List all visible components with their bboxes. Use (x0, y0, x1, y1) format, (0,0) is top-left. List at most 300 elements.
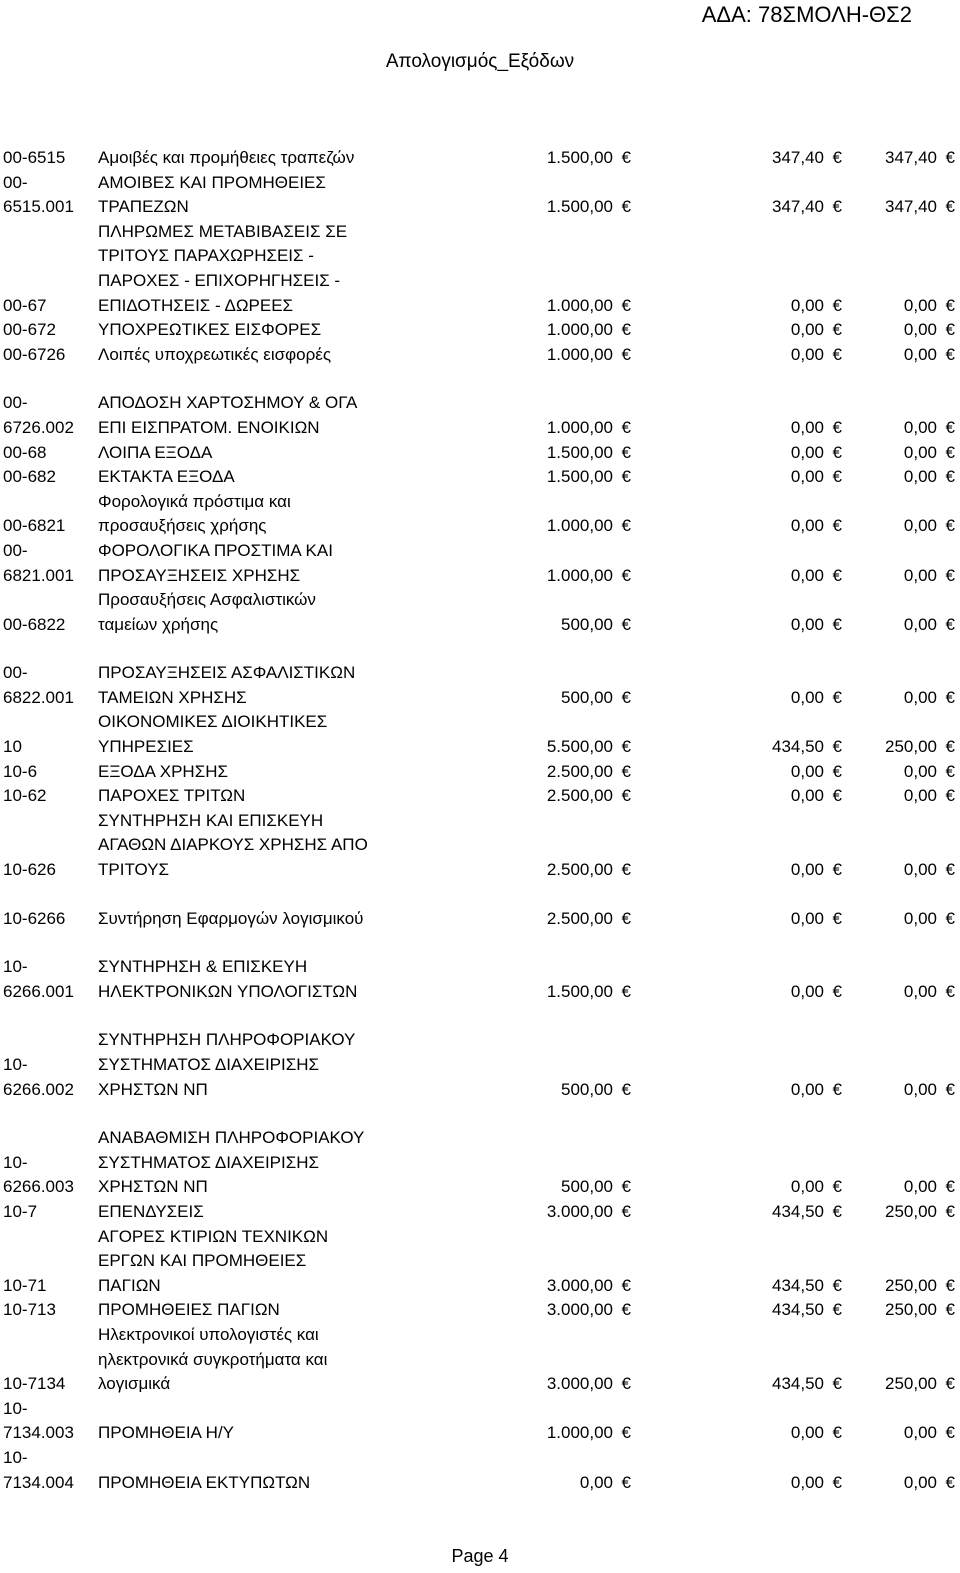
euro-sign: € (832, 614, 842, 634)
euro-sign: € (945, 1374, 955, 1394)
code-line: 00-6822 (3, 614, 66, 634)
euro-sign: € (832, 1275, 842, 1295)
table-row (0, 490, 960, 539)
code-line: 7134.003 (3, 1423, 74, 1443)
budget-amount: 1.000,00 (546, 516, 613, 536)
committed-amount: 0,00 (790, 981, 824, 1001)
desc-cell (98, 391, 357, 440)
desc-line: λογισμικά (98, 1374, 171, 1394)
table-row (0, 343, 960, 368)
euro-sign: € (832, 1423, 842, 1443)
euro-sign: € (832, 344, 842, 364)
euro-sign: € (621, 148, 631, 167)
desc-cell (98, 1397, 234, 1446)
paid-amount: 0,00 (903, 442, 937, 462)
paid-amount: 0,00 (903, 860, 937, 880)
budget-amount: 1.000,00 (546, 344, 613, 364)
euro-sign: € (621, 860, 631, 880)
paid-amount: 347,40 (885, 148, 937, 167)
code-line (3, 809, 56, 834)
code-line: 10- (3, 1448, 28, 1467)
euro-sign: € (621, 295, 631, 315)
euro-sign: € (621, 614, 631, 634)
document-ada-id: ΑΔΑ: 78ΣΜΟΛΗ-ΘΣ2 (701, 2, 912, 27)
desc-line: ΣΥΝΤΗΡΗΣΗ & ΕΠΙΣΚΕΥΗ (98, 957, 308, 977)
desc-line: ΣΥΣΤΗΜΑΤΟΣ ΔΙΑΧΕΙΡΙΣΗΣ (98, 1055, 320, 1075)
budget-amount: 2.500,00 (546, 761, 613, 781)
desc-line: ΤΡΑΠΕΖΩΝ (98, 197, 189, 217)
desc-line: ηλεκτρονικά συγκροτήματα και (98, 1349, 328, 1369)
desc-cell (98, 1323, 327, 1397)
desc-line: ΑΝΑΒΑΘΜΙΣΗ ΠΛΗΡΟΦΟΡΙΑΚΟΥ (98, 1128, 365, 1148)
table-row (0, 1446, 960, 1495)
desc-line: ΣΥΝΤΗΡΗΣΗ ΠΛΗΡΟΦΟΡΙΑΚΟΥ (98, 1030, 356, 1050)
euro-sign: € (945, 148, 955, 167)
committed-amount: 347,40 (772, 197, 824, 217)
euro-sign: € (621, 197, 631, 217)
desc-cell (98, 1446, 310, 1495)
desc-line: ΛΟΙΠΑ ΕΞΟΔΑ (98, 442, 213, 462)
desc-cell (98, 539, 333, 588)
euro-sign: € (621, 1423, 631, 1443)
desc-cell (98, 490, 291, 539)
euro-sign: € (832, 320, 842, 340)
code-line: 10-626 (3, 860, 56, 880)
paid-amount: 250,00 (885, 1275, 937, 1295)
code-line (3, 244, 46, 269)
desc-cell (98, 146, 354, 171)
code-line: 6515.001 (3, 197, 74, 217)
code-line: 00- (3, 663, 28, 683)
paid-amount: 0,00 (903, 786, 937, 806)
committed-amount: 0,00 (790, 1079, 824, 1099)
code-line: 10- (3, 1152, 28, 1172)
code-line (3, 588, 65, 613)
budget-amount: 1.500,00 (546, 148, 613, 167)
euro-sign: € (832, 1079, 842, 1099)
euro-sign: € (832, 1374, 842, 1394)
committed-amount: 0,00 (790, 860, 824, 880)
code-line: 10-713 (3, 1300, 56, 1320)
code-line: 10-71 (3, 1275, 47, 1295)
code-cell (3, 1200, 37, 1225)
paid-amount: 0,00 (903, 761, 937, 781)
budget-amount: 500,00 (561, 614, 613, 634)
budget-amount: 0,00 (579, 1472, 613, 1492)
code-line: 6266.003 (3, 1177, 74, 1197)
table-row (0, 146, 960, 171)
code-line: 00-672 (3, 320, 56, 340)
code-line: 6266.002 (3, 1079, 74, 1099)
paid-amount: 0,00 (903, 1177, 937, 1197)
euro-sign: € (621, 467, 631, 487)
desc-line: ΑΜΟΙΒΕΣ ΚΑΙ ΠΡΟΜΗΘΕΙΕΣ (98, 172, 326, 192)
paid-amount: 0,00 (903, 687, 937, 707)
euro-sign: € (832, 1177, 842, 1197)
euro-sign: € (621, 565, 631, 585)
euro-sign: € (945, 860, 955, 880)
desc-line: ΑΓΑΘΩΝ ΔΙΑΡΚΟΥΣ ΧΡΗΣΗΣ ΑΠΟ (98, 835, 368, 855)
committed-amount: 0,00 (790, 320, 824, 340)
committed-amount: 0,00 (790, 516, 824, 536)
desc-line: Συντήρηση Εφαρμογών λογισμικού (98, 908, 364, 928)
desc-line: ΗΛΕΚΤΡΟΝΙΚΩΝ ΥΠΟΛΟΓΙΣΤΩΝ (98, 981, 358, 1001)
table-row (0, 1200, 960, 1225)
code-line: 10-6266 (3, 908, 66, 928)
desc-cell (98, 710, 327, 759)
paid-amount: 0,00 (903, 417, 937, 437)
code-cell (3, 539, 74, 588)
euro-sign: € (832, 737, 842, 757)
table-row (0, 1225, 960, 1299)
committed-amount: 0,00 (790, 1423, 824, 1443)
desc-line: ΠΡΟΜΗΘΕΙΑ ΕΚΤΥΠΩΤΩΝ (98, 1472, 311, 1492)
budget-amount: 1.500,00 (546, 467, 613, 487)
budget-amount: 1.500,00 (546, 197, 613, 217)
code-line (3, 1323, 65, 1348)
euro-sign: € (945, 1275, 955, 1295)
code-cell (3, 784, 46, 809)
table-row (0, 661, 960, 710)
budget-amount: 5.500,00 (546, 737, 613, 757)
desc-line: ΠΑΡΟΧΕΣ - ΕΠΙΧΟΡΗΓΗΣΕΙΣ - (98, 270, 341, 290)
code-line (3, 1126, 74, 1151)
code-cell (3, 1225, 46, 1299)
paid-amount: 0,00 (903, 1423, 937, 1443)
desc-line: ΧΡΗΣΤΩΝ ΝΠ (98, 1079, 208, 1099)
desc-line: Φορολογικά πρόστιμα και (98, 491, 291, 511)
code-line: 00- (3, 172, 28, 192)
euro-sign: € (945, 565, 955, 585)
table-row (0, 809, 960, 883)
desc-line: ΑΠΟΔΟΣΗ ΧΑΡΤΟΣΗΜΟΥ & ΟΓΑ (98, 393, 358, 413)
code-line: 10- (3, 1055, 28, 1075)
euro-sign: € (832, 565, 842, 585)
code-line: 10- (3, 1398, 28, 1418)
code-cell (3, 490, 65, 539)
table-row (0, 955, 960, 1004)
euro-sign: € (832, 417, 842, 437)
code-cell (3, 661, 74, 710)
euro-sign: € (945, 295, 955, 315)
euro-sign: € (621, 1202, 631, 1222)
paid-amount: 0,00 (903, 320, 937, 340)
desc-cell (98, 907, 363, 932)
euro-sign: € (621, 516, 631, 536)
desc-line: ΕΠΕΝΔΥΣΕΙΣ (98, 1202, 204, 1222)
budget-amount: 3.000,00 (546, 1275, 613, 1295)
table-row (0, 588, 960, 637)
code-cell (3, 1446, 74, 1495)
euro-sign: € (945, 981, 955, 1001)
code-line: 10-6 (3, 761, 38, 781)
committed-amount: 0,00 (790, 295, 824, 315)
committed-amount: 0,00 (790, 442, 824, 462)
desc-line: ΣΥΣΤΗΜΑΤΟΣ ΔΙΑΧΕΙΡΙΣΗΣ (98, 1152, 320, 1172)
paid-amount: 0,00 (903, 516, 937, 536)
euro-sign: € (832, 1202, 842, 1222)
code-line (3, 1225, 46, 1250)
euro-sign: € (945, 1472, 955, 1492)
code-line: 6726.002 (3, 417, 74, 437)
code-line: 00-6515 (3, 148, 66, 167)
committed-amount: 0,00 (790, 1177, 824, 1197)
table-row (0, 710, 960, 759)
budget-amount: 1.000,00 (546, 295, 613, 315)
euro-sign: € (621, 1300, 631, 1320)
code-cell (3, 343, 65, 368)
committed-amount: 434,50 (772, 737, 824, 757)
euro-sign: € (621, 344, 631, 364)
euro-sign: € (945, 1079, 955, 1099)
desc-cell (98, 1200, 204, 1225)
desc-line: ΕΞΟΔΑ ΧΡΗΣΗΣ (98, 761, 228, 781)
code-line: 6822.001 (3, 687, 74, 707)
euro-sign: € (621, 908, 631, 928)
euro-sign: € (832, 687, 842, 707)
euro-sign: € (945, 417, 955, 437)
budget-amount: 500,00 (561, 1079, 613, 1099)
desc-line: προσαυξήσεις χρήσης (98, 516, 267, 536)
desc-line: ΠΡΟΜΗΘΕΙΕΣ ΠΑΓΙΩΝ (98, 1300, 280, 1320)
desc-cell (98, 441, 212, 466)
desc-line: ΕΚΤΑΚΤΑ ΕΞΟΔΑ (98, 467, 235, 487)
desc-line: Προσαυξήσεις Ασφαλιστικών (98, 590, 316, 610)
code-line: 10-7134 (3, 1374, 66, 1394)
code-line: 00-67 (3, 295, 47, 315)
desc-cell (98, 171, 326, 220)
table-row (0, 907, 960, 932)
desc-line: ΦΟΡΟΛΟΓΙΚΑ ΠΡΟΣΤΙΜΑ ΚΑΙ (98, 540, 333, 560)
code-cell (3, 1397, 74, 1446)
euro-sign: € (621, 1472, 631, 1492)
desc-line: ΧΡΗΣΤΩΝ ΝΠ (98, 1177, 208, 1197)
desc-line: ΕΡΓΩΝ ΚΑΙ ΠΡΟΜΗΘΕΙΕΣ (98, 1251, 307, 1271)
euro-sign: € (832, 197, 842, 217)
code-line (3, 710, 22, 735)
euro-sign: € (945, 1177, 955, 1197)
desc-line: ΤΡΙΤΟΥΣ (98, 860, 170, 880)
desc-line: ΠΡΟΜΗΘΕΙΑ Η/Υ (98, 1423, 235, 1443)
code-cell (3, 588, 65, 637)
code-cell (3, 809, 56, 883)
code-line: 10 (3, 737, 22, 757)
euro-sign: € (832, 295, 842, 315)
euro-sign: € (832, 1472, 842, 1492)
table-row (0, 1028, 960, 1102)
desc-cell (98, 661, 355, 710)
committed-amount: 0,00 (790, 344, 824, 364)
desc-cell (98, 955, 357, 1004)
desc-cell (98, 760, 228, 785)
code-line: 00-68 (3, 442, 47, 462)
code-cell (3, 220, 46, 318)
desc-line: Αμοιβές και προμήθειες τραπεζών (98, 148, 355, 167)
desc-line (98, 1397, 234, 1422)
code-line: 10- (3, 957, 28, 977)
desc-line: ΑΓΟΡΕΣ ΚΤΙΡΙΩΝ ΤΕΧΝΙΚΩΝ (98, 1226, 329, 1246)
paid-amount: 250,00 (885, 737, 937, 757)
code-line: 7134.004 (3, 1472, 74, 1492)
euro-sign: € (945, 1423, 955, 1443)
code-cell (3, 760, 37, 785)
code-line (3, 1028, 74, 1053)
table-row (0, 1298, 960, 1323)
paid-amount: 0,00 (903, 614, 937, 634)
table-row (0, 441, 960, 466)
euro-sign: € (832, 908, 842, 928)
budget-amount: 1.500,00 (546, 442, 613, 462)
desc-cell (98, 1028, 355, 1102)
desc-line: ΠΡΟΣΑΥΞΗΣΕΙΣ ΧΡΗΣΗΣ (98, 565, 301, 585)
committed-amount: 0,00 (790, 565, 824, 585)
euro-sign: € (832, 442, 842, 462)
desc-cell (98, 1298, 280, 1323)
code-cell (3, 907, 65, 932)
budget-amount: 1.000,00 (546, 1423, 613, 1443)
budget-amount: 1.000,00 (546, 320, 613, 340)
page-number: Page 4 (451, 1546, 509, 1566)
euro-sign: € (832, 1300, 842, 1320)
paid-amount: 0,00 (903, 344, 937, 364)
budget-amount: 500,00 (561, 1177, 613, 1197)
desc-line: ΠΑΓΙΩΝ (98, 1275, 161, 1295)
euro-sign: € (945, 737, 955, 757)
desc-line: ΥΠΟΧΡΕΩΤΙΚΕΣ ΕΙΣΦΟΡΕΣ (98, 320, 322, 340)
committed-amount: 434,50 (772, 1202, 824, 1222)
code-line: 6821.001 (3, 565, 74, 585)
table-row (0, 220, 960, 318)
euro-sign: € (945, 687, 955, 707)
budget-amount: 2.500,00 (546, 786, 613, 806)
budget-amount: 1.000,00 (546, 565, 613, 585)
code-line (3, 833, 56, 858)
desc-cell (98, 588, 316, 637)
desc-cell (98, 343, 331, 368)
desc-cell (98, 784, 245, 809)
code-line: 10-7 (3, 1202, 38, 1222)
paid-amount: 250,00 (885, 1202, 937, 1222)
table-row (0, 1126, 960, 1200)
committed-amount: 0,00 (790, 908, 824, 928)
committed-amount: 0,00 (790, 614, 824, 634)
code-line (3, 220, 46, 245)
euro-sign: € (832, 761, 842, 781)
desc-line: Ηλεκτρονικοί υπολογιστές και (98, 1325, 319, 1345)
budget-amount: 2.500,00 (546, 860, 613, 880)
code-line: 6266.001 (3, 981, 74, 1001)
code-cell (3, 171, 74, 220)
desc-cell (98, 809, 368, 883)
desc-line: ΥΠΗΡΕΣΙΕΣ (98, 737, 194, 757)
table-row (0, 760, 960, 785)
desc-line: ΣΥΝΤΗΡΗΣΗ ΚΑΙ ΕΠΙΣΚΕΥΗ (98, 810, 324, 830)
euro-sign: € (945, 614, 955, 634)
committed-amount: 0,00 (790, 467, 824, 487)
paid-amount: 0,00 (903, 1079, 937, 1099)
euro-sign: € (945, 1300, 955, 1320)
euro-sign: € (945, 442, 955, 462)
desc-line: ΟΙΚΟΝΟΜΙΚΕΣ ΔΙΟΙΚΗΤΙΚΕΣ (98, 712, 328, 732)
desc-cell (98, 465, 235, 490)
code-cell (3, 465, 56, 490)
code-line (3, 490, 65, 515)
code-cell (3, 146, 65, 171)
euro-sign: € (945, 197, 955, 217)
committed-amount: 434,50 (772, 1374, 824, 1394)
table-row (0, 1397, 960, 1446)
desc-line: ΠΡΟΣΑΥΞΗΣΕΙΣ ΑΣΦΑΛΙΣΤΙΚΩΝ (98, 663, 356, 683)
euro-sign: € (621, 737, 631, 757)
euro-sign: € (832, 148, 842, 167)
code-cell (3, 710, 22, 759)
paid-amount: 0,00 (903, 565, 937, 585)
code-line: 00- (3, 540, 28, 560)
desc-line (98, 1446, 310, 1471)
desc-line: ΤΑΜΕΙΩΝ ΧΡΗΣΗΣ (98, 687, 247, 707)
code-line: 00-6726 (3, 344, 66, 364)
code-cell (3, 391, 74, 440)
code-line (3, 1249, 46, 1274)
budget-amount: 500,00 (561, 687, 613, 707)
euro-sign: € (945, 761, 955, 781)
desc-line: ΠΑΡΟΧΕΣ ΤΡΙΤΩΝ (98, 786, 246, 806)
desc-line: ΤΡΙΤΟΥΣ ΠΑΡΑΧΩΡΗΣΕΙΣ - (98, 246, 314, 266)
code-cell (3, 955, 74, 1004)
code-cell (3, 1028, 74, 1102)
budget-amount: 1.500,00 (546, 981, 613, 1001)
code-line: 00-6821 (3, 516, 66, 536)
table-row (0, 539, 960, 588)
code-cell (3, 441, 46, 466)
euro-sign: € (621, 1177, 631, 1197)
table-row (0, 391, 960, 440)
budget-amount: 3.000,00 (546, 1300, 613, 1320)
euro-sign: € (621, 981, 631, 1001)
desc-cell (98, 318, 321, 343)
code-line: 10-62 (3, 786, 47, 806)
euro-sign: € (621, 417, 631, 437)
committed-amount: 0,00 (790, 761, 824, 781)
euro-sign: € (832, 516, 842, 536)
euro-sign: € (945, 344, 955, 364)
code-line (3, 1348, 65, 1373)
code-cell (3, 1323, 65, 1397)
desc-cell (98, 1126, 364, 1200)
code-cell (3, 1126, 74, 1200)
euro-sign: € (945, 467, 955, 487)
desc-cell (98, 1225, 328, 1299)
euro-sign: € (621, 1374, 631, 1394)
euro-sign: € (621, 442, 631, 462)
budget-amount: 3.000,00 (546, 1202, 613, 1222)
paid-amount: 0,00 (903, 467, 937, 487)
euro-sign: € (621, 786, 631, 806)
desc-line: ΕΠΙ ΕΙΣΠΡΑΤΟΜ. ΕΝΟΙΚΙΩΝ (98, 417, 320, 437)
paid-amount: 0,00 (903, 295, 937, 315)
budget-amount: 3.000,00 (546, 1374, 613, 1394)
euro-sign: € (832, 467, 842, 487)
expense-table (0, 146, 960, 1495)
euro-sign: € (832, 981, 842, 1001)
table-row (0, 1323, 960, 1397)
euro-sign: € (621, 1079, 631, 1099)
code-line: 00- (3, 393, 28, 413)
committed-amount: 0,00 (790, 786, 824, 806)
paid-amount: 0,00 (903, 1472, 937, 1492)
euro-sign: € (621, 761, 631, 781)
budget-amount: 1.000,00 (546, 417, 613, 437)
